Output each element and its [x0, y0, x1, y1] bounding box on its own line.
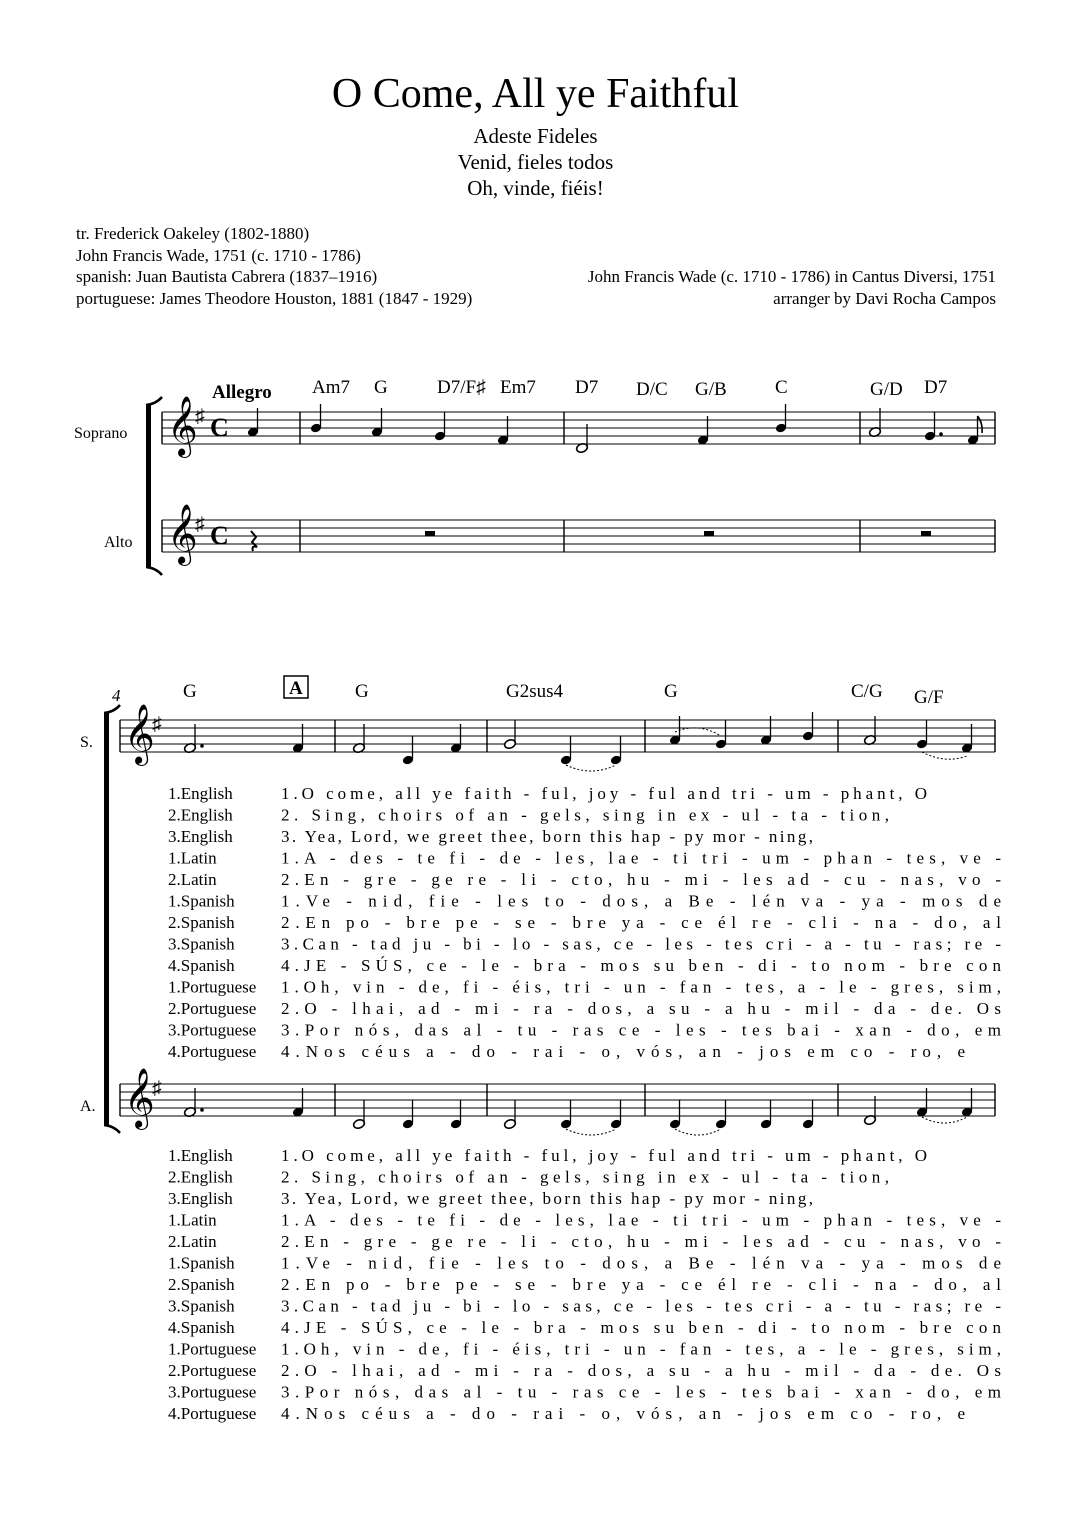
half-note — [352, 1100, 365, 1130]
credit-portuguese: portuguese: James Theodore Houston, 1881 (1847 - 1929) — [76, 289, 473, 308]
chord-symbol: Em7 — [500, 377, 536, 398]
chord-symbol: D7 — [575, 377, 599, 398]
quarter-note — [802, 1100, 815, 1130]
staff-label-s: S. — [80, 734, 93, 751]
lyric-line: 1.A - des - te fi - de - les, lae - ti tri - um - phan - tes, ve - — [281, 848, 1002, 868]
lyric-line: 1.Oh, vin - de, fi - éis, tri - un - fan - tes, a - le - gres, sim, — [281, 1339, 1001, 1359]
lyric-line: 2. Sing, choirs of an - gels, sing in ex - ul - ta - tion, — [281, 805, 889, 825]
lyric-line: 4.Nos céus a - do - rai - o, vós, an - jos em co - ro, e — [281, 1042, 965, 1061]
verse-label: 2.Portuguese — [168, 1361, 257, 1380]
lyric-line: 2. Sing, choirs of an - gels, sing in ex - ul - ta - tion, — [281, 1167, 889, 1187]
subtitle-spanish: Venid, fieles todos — [457, 150, 614, 174]
verse-label: 1.Portuguese — [168, 977, 257, 997]
dotted-quarter-note — [924, 412, 943, 442]
chord-symbol: C — [775, 377, 788, 398]
lyric-line: 3. Yea, Lord, we greet thee, born this hap - py mor - ning, — [281, 827, 813, 846]
quarter-note — [610, 1100, 623, 1130]
verse-label: 4.Portuguese — [168, 1042, 257, 1061]
lyrics-under-alto — [168, 1146, 1001, 1423]
quarter-note — [310, 404, 323, 434]
credit-spanish: spanish: Juan Bautista Cabrera (1837–1916) — [76, 267, 378, 286]
treble-clef-icon: 𝄞 — [124, 1070, 155, 1127]
quarter-note — [802, 712, 815, 742]
slur — [922, 752, 967, 759]
tempo-marking: Allegro — [212, 382, 272, 403]
verse-label: 3.Spanish — [168, 1296, 235, 1316]
quarter-note — [560, 736, 573, 766]
chord-symbol: Am7 — [312, 377, 350, 398]
verse-label: 3.Portuguese — [168, 1382, 257, 1402]
chord-symbol: G — [374, 377, 388, 398]
key-signature-sharp-icon: ♯ — [195, 514, 205, 535]
system-bracket — [146, 397, 162, 575]
alto-notes-system-2 — [183, 1088, 973, 1135]
chord-symbol: D7/F♯ — [437, 377, 486, 398]
staff-label-soprano: Soprano — [74, 425, 128, 442]
alto-staff — [120, 1068, 995, 1130]
subtitle-portuguese: Oh, vinde, fiéis! — [467, 176, 604, 200]
half-note — [503, 1100, 516, 1130]
page-title: O Come, All ye Faithful — [331, 71, 740, 117]
quarter-note — [402, 736, 415, 766]
treble-clef-icon: 𝄞 — [167, 398, 198, 455]
credit-composer: John Francis Wade, 1751 (c. 1710 - 1786) — [76, 246, 361, 265]
chord-symbol: G/F — [914, 687, 944, 708]
lyric-line: 3.Can - tad ju - bi - lo - sas, ce - les - tes cri - a - tu - ras; re - — [281, 934, 1002, 954]
quarter-rest — [251, 531, 257, 551]
verse-label: 1.Spanish — [168, 1253, 235, 1273]
key-signature-sharp-icon: ♯ — [152, 1078, 162, 1099]
verse-label: 2.Latin — [168, 870, 217, 889]
treble-clef-icon: 𝄞 — [167, 506, 198, 563]
lyric-line: 2.En - gre - ge re - li - cto, hu - mi - les ad - cu - nas, vo - — [281, 1232, 1002, 1251]
chord-symbol: G — [183, 681, 197, 702]
lyric-line: 4.JE - SÚS, ce - le - bra - mos su ben - di - to nom - bre con — [281, 956, 1001, 975]
treble-clef-icon: 𝄞 — [124, 706, 155, 763]
chord-symbol: G/B — [695, 379, 727, 400]
chord-symbol: G — [664, 681, 678, 702]
lyric-line: 1.Ve - nid, fie - les to - dos, a Be - lén va - ya - mos de — [281, 891, 1002, 911]
quarter-note — [669, 1100, 682, 1130]
alto-rests-system-1 — [251, 531, 931, 551]
slur — [675, 1129, 721, 1135]
verse-label: 2.Portuguese — [168, 999, 257, 1018]
slur — [675, 728, 721, 736]
lyric-line: 4.Nos céus a - do - rai - o, vós, an - jos em co - ro, e — [281, 1404, 965, 1423]
slur — [566, 1129, 616, 1135]
staff-label-alto: Alto — [104, 534, 133, 551]
quarter-note — [715, 1100, 728, 1130]
soprano-notes-system-1 — [247, 404, 982, 454]
verse-label: 2.Spanish — [168, 1275, 235, 1294]
chord-symbol: G2sus4 — [506, 681, 564, 702]
lyric-line: 3.Por nós, das al - tu - ras ce - les - tes bai - xan - do, em — [281, 1382, 1001, 1402]
verse-label: 2.English — [168, 805, 233, 825]
lyric-line: 1.O come, all ye faith - ful, joy - ful and tri - um - phant, O — [281, 784, 928, 803]
staff-label-a: A. — [80, 1098, 96, 1115]
chord-symbol: D7 — [924, 377, 948, 398]
credit-arranger: arranger by Davi Rocha Campos — [773, 289, 996, 308]
chord-symbol: G — [355, 681, 369, 702]
verse-label: 3.English — [168, 1189, 233, 1208]
verse-label: 1.English — [168, 1146, 233, 1165]
verse-label: 2.Latin — [168, 1232, 217, 1251]
key-signature-sharp-icon: ♯ — [195, 406, 205, 427]
key-signature-sharp-icon: ♯ — [152, 714, 162, 735]
lyric-line: 1.O come, all ye faith - ful, joy - ful and tri - um - phant, O — [281, 1146, 928, 1165]
system-2 — [80, 676, 1001, 1423]
credit-source: John Francis Wade (c. 1710 - 1786) in Cantus Diversi, 1751 — [587, 267, 996, 286]
whole-rest — [425, 531, 435, 536]
half-note — [503, 720, 516, 750]
quarter-note — [715, 720, 728, 750]
common-time-icon: C — [210, 521, 229, 550]
lyric-line: 4.JE - SÚS, ce - le - bra - mos su ben - di - to nom - bre con — [281, 1318, 1001, 1337]
quarter-note — [916, 720, 929, 750]
lyric-line: 1.A - des - te fi - de - les, lae - ti tri - um - phan - tes, ve - — [281, 1210, 1002, 1230]
lyric-line: 1.Ve - nid, fie - les to - dos, a Be - lén va - ya - mos de — [281, 1253, 1002, 1273]
credit-translator: tr. Frederick Oakeley (1802-1880) — [76, 224, 310, 243]
chord-symbol: G/D — [870, 379, 903, 400]
soprano-notes-system-2 — [183, 712, 973, 771]
common-time-icon: C — [210, 413, 229, 442]
lyric-line: 3.Can - tad ju - bi - lo - sas, ce - les - tes cri - a - tu - ras; re - — [281, 1296, 1002, 1316]
verse-label: 1.Portuguese — [168, 1339, 257, 1359]
verse-label: 4.Spanish — [168, 956, 235, 975]
whole-rest — [921, 531, 931, 536]
lyrics-under-soprano — [168, 784, 1001, 1061]
verse-label: 3.Portuguese — [168, 1020, 257, 1040]
quarter-note — [775, 404, 788, 434]
subtitle-latin: Adeste Fideles — [473, 124, 598, 148]
lyric-line: 3. Yea, Lord, we greet thee, born this hap - py mor - ning, — [281, 1189, 813, 1208]
verse-label: 1.English — [168, 784, 233, 803]
system-1 — [74, 377, 995, 575]
verse-label: 2.English — [168, 1167, 233, 1187]
chord-symbols-system-1 — [312, 377, 947, 400]
chord-symbol: C/G — [851, 681, 883, 702]
verse-label: 4.Spanish — [168, 1318, 235, 1337]
lyric-line: 2.O - lhai, ad - mi - ra - dos, a su - a hu - mil - da - de. Os — [281, 1361, 1001, 1380]
lyric-line: 3.Por nós, das al - tu - ras ce - les - tes bai - xan - do, em — [281, 1020, 1001, 1040]
system-bracket — [104, 705, 120, 1133]
measure-number: 4 — [112, 686, 121, 705]
lyric-line: 2.En po - bre pe - se - bre ya - ce él re - cli - na - do, al — [281, 913, 1002, 932]
chord-symbol: D/C — [636, 379, 668, 400]
verse-label: 1.Spanish — [168, 891, 235, 911]
verse-label: 4.Portuguese — [168, 1404, 257, 1423]
lyric-line: 2.O - lhai, ad - mi - ra - dos, a su - a hu - mil - da - de. Os — [281, 999, 1001, 1018]
quarter-note — [434, 412, 447, 442]
quarter-note — [402, 1100, 415, 1130]
slur — [566, 765, 616, 771]
quarter-note — [760, 1100, 773, 1130]
verse-label: 1.Latin — [168, 848, 217, 868]
alto-staff — [162, 504, 995, 566]
soprano-staff — [120, 704, 995, 766]
quarter-note — [450, 1100, 463, 1130]
quarter-note — [560, 1100, 573, 1130]
rehearsal-mark: A — [289, 678, 303, 699]
whole-rest — [704, 531, 714, 536]
lyric-line: 2.En - gre - ge re - li - cto, hu - mi - les ad - cu - nas, vo - — [281, 870, 1002, 889]
verse-label: 1.Latin — [168, 1210, 217, 1230]
verse-label: 3.English — [168, 827, 233, 846]
verse-label: 3.Spanish — [168, 934, 235, 954]
lyric-line: 1.Oh, vin - de, fi - éis, tri - un - fan - tes, a - le - gres, sim, — [281, 977, 1001, 997]
lyric-line: 2.En po - bre pe - se - bre ya - ce él re - cli - na - do, al — [281, 1275, 1002, 1294]
slur — [922, 1117, 967, 1123]
verse-label: 2.Spanish — [168, 913, 235, 932]
quarter-note — [610, 736, 623, 766]
